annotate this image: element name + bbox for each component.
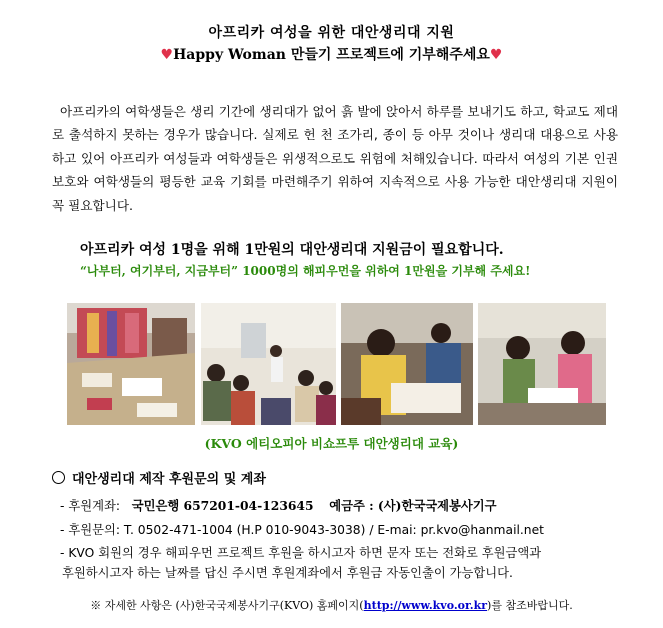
photo-classroom-table [67,303,195,425]
intro-paragraph: 아프리카의 여학생들은 생리 기간에 생리대가 없어 흙 발에 앉아서 하루를 보내기도 하고, 학교도 제대로 출석하지 못하는 경우가 많습니다. 실제로 헌 천 조가리, 종이 등 아무 것이나 생리대 대용으로 사용하고 있어 아프리카 여성들과 여학생들은 위생적으로도 위험에 처해있습니다. 따라서 여성의 기본 인권 보호와 여학생들의 평등한 교육 기회를 마련해주기 위하여 지속적으로 사용 가능한 대안생리대 지원이 꼭 필요합니다. [52,104,618,213]
footnote-suffix: )를 참조바랍니다. [487,599,573,612]
member-note-line1: - KVO 회원의 경우 해피우먼 프로젝트 후원을 하시고자 하면 문자 또는 전화로 후원금액과 [60,546,542,560]
photo-girls-reading [478,303,606,425]
document-subtitle [0,44,663,64]
headline: 아프리카 여성 1명을 위해 1만원의 대안생리대 지원금이 필요합니다. [80,242,504,258]
document-title: 아프리카 여성을 위한 대안생리대 지원 [208,25,455,41]
footnote [0,597,663,613]
heart-icon: ♥ [160,47,174,63]
circle-bullet-icon [52,471,65,484]
subtitle-text: Happy Woman 만들기 프로젝트에 기부해주세요 [173,47,490,63]
contact-line: - 후원문의: T. 0502-471-1004 (H.P 010-9043-3038) / E-mai: pr.kvo@hanmail.net [60,523,544,537]
homepage-link[interactable]: http://www.kvo.or.kr [363,599,488,612]
member-note-line2: 후원하시고자 하는 날짜를 답신 주시면 후원계좌에서 후원금 자동인출이 가능합니다. [62,566,513,580]
slogan: “나부터, 여기부터, 지금부터” 1000명의 해피우먼을 위하여 1만원을 기부해 주세요! [80,264,531,278]
photo-group-session [201,303,336,425]
footnote-prefix: ※ 자세한 사항은 (사)한국국제봉사기구(KVO) 홈페이지( [90,599,364,612]
section-title: 대안생리대 제작 후원문의 및 계좌 [72,472,266,487]
account-line [60,496,496,514]
photo-students-working [341,303,473,425]
account-holder: 예금주 : (사)한국국제봉사기구 [329,498,497,513]
heart-icon: ♥ [489,47,503,63]
photo-caption: (KVO 에티오피아 비쇼프투 대안생리대 교육) [204,436,459,451]
account-label: - 후원계좌: [60,499,121,513]
account-number: 국민은행 657201-04-123645 [131,498,314,513]
